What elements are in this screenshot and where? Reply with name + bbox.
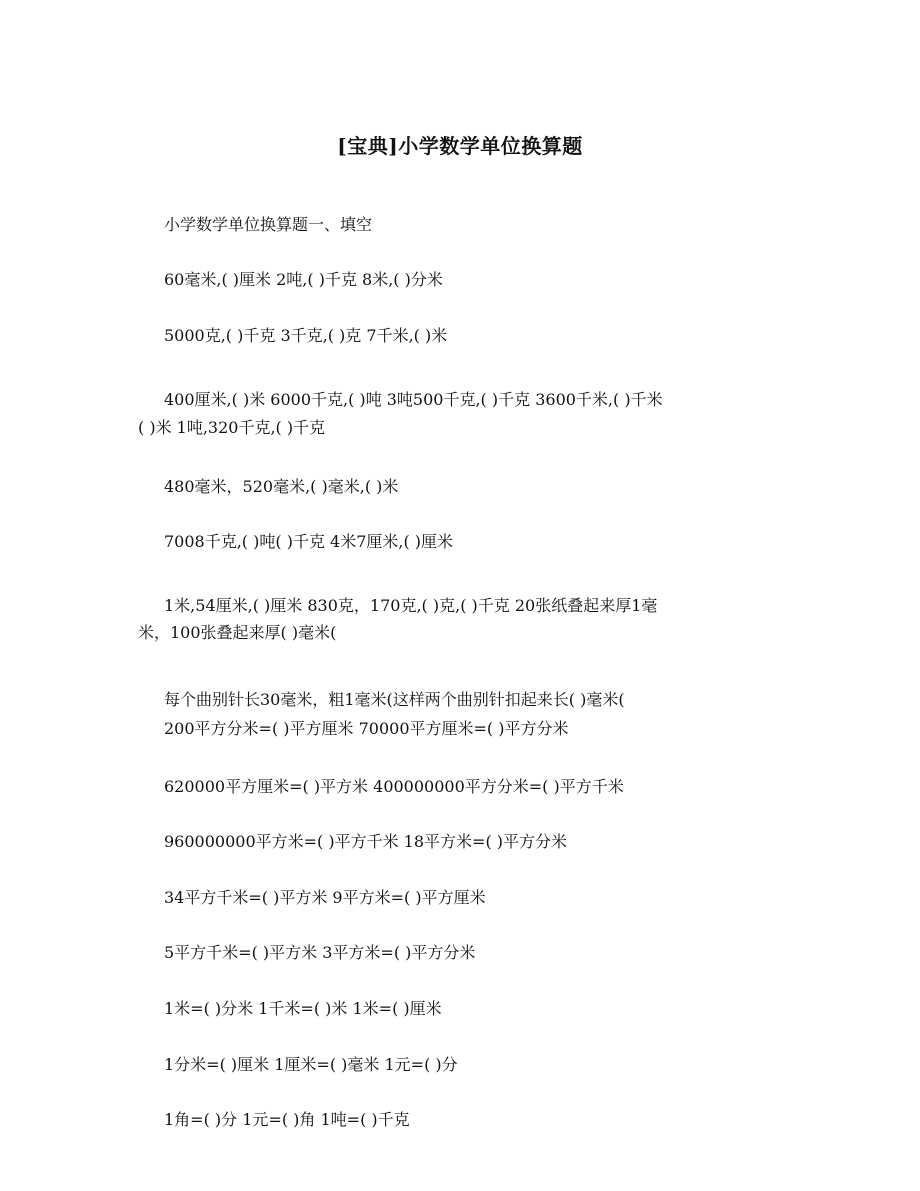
exercise-line: 400厘米,( )米 6000千克,( )吨 3吨500千克,( )千克 3600千米,( )千米 <box>164 390 663 409</box>
exercise-line: 1米,54厘米,( )厘米 830克，170克,( )克,( )千克 20张纸叠起来厚1毫 <box>164 596 658 615</box>
exercise-line: 620000平方厘米=( )平方米 400000000平方分米=( )平方千米 <box>164 777 624 796</box>
exercise-line: 5平方千米=( )平方米 3平方米=( )平方分米 <box>164 943 476 962</box>
exercise-line: 480毫米，520毫米,( )毫米,( )米 <box>164 477 399 496</box>
exercise-line: 960000000平方米=( )平方千米 18平方米=( )平方分米 <box>164 832 568 851</box>
exercise-line-continued: ( )米 1吨,320千克,( )千克 <box>138 418 326 437</box>
exercise-line: 每个曲别针长30毫米，粗1毫米(这样两个曲别针扣起来长( )毫米( <box>164 690 625 709</box>
exercise-line: 5000克,( )千克 3千克,( )克 7千米,( )米 <box>164 326 448 345</box>
exercise-line: 34平方千米=( )平方米 9平方米=( )平方厘米 <box>164 888 486 907</box>
section-heading: 小学数学单位换算题一、填空 <box>164 215 373 234</box>
exercise-line-continued: 米，100张叠起来厚( )毫米( <box>138 623 337 642</box>
exercise-line: 1分米=( )厘米 1厘米=( )毫米 1元=( )分 <box>164 1055 458 1074</box>
exercise-line: 60毫米,( )厘米 2吨,( )千克 8米,( )分米 <box>164 270 443 289</box>
exercise-line: 7008千克,( )吨( )千克 4米7厘米,( )厘米 <box>164 532 454 551</box>
exercise-line: 1角=( )分 1元=( )角 1吨=( )千克 <box>164 1110 410 1129</box>
exercise-line: 200平方分米=( )平方厘米 70000平方厘米=( )平方分米 <box>164 719 569 738</box>
exercise-line: 1米=( )分米 1千米=( )米 1米=( )厘米 <box>164 999 442 1018</box>
document-title: [宝典]小学数学单位换算题 <box>337 134 583 158</box>
